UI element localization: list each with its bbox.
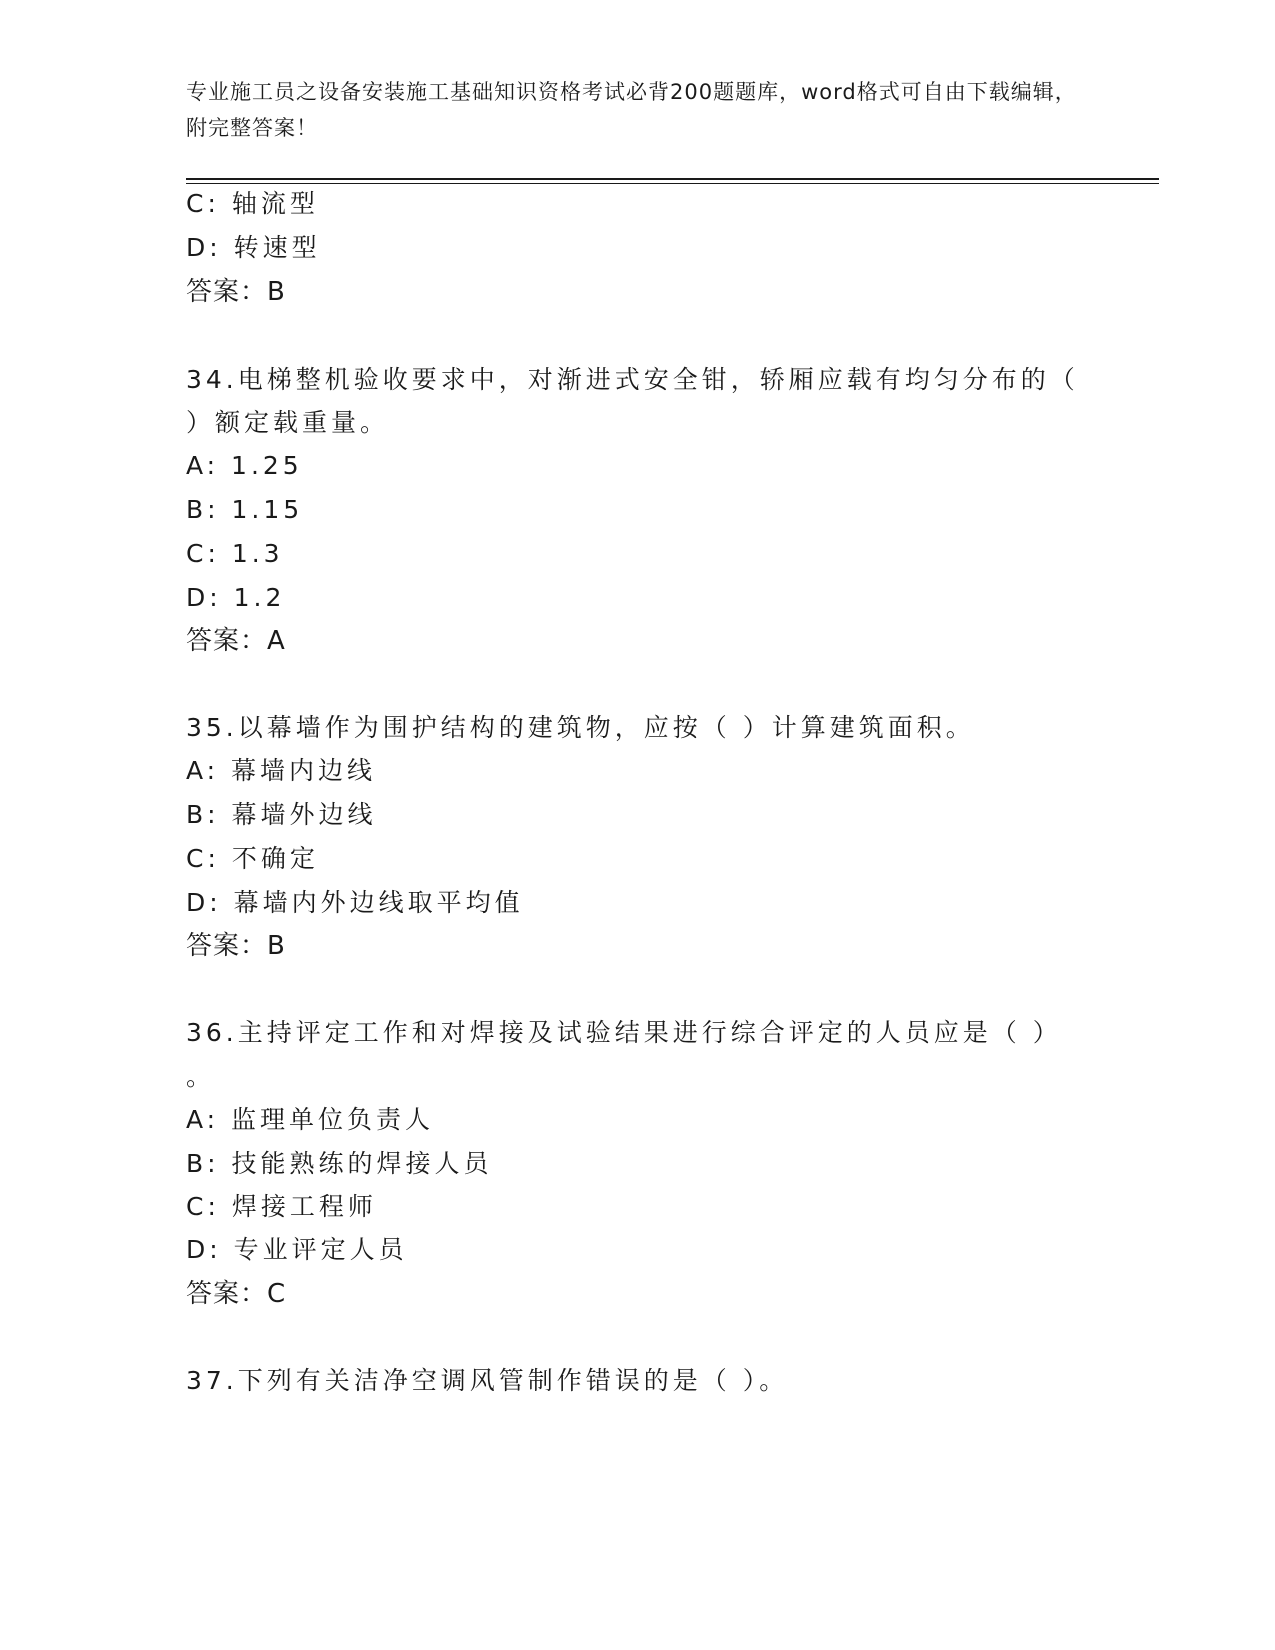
question-stem: 36.主持评定工作和对焊接及试验结果进行综合评定的人员应是（ ）: [186, 1018, 1062, 1047]
option-a: A: 1.25: [186, 451, 303, 480]
option-c: C: 1.3: [186, 539, 284, 568]
question-stem: 34.电梯整机验收要求中，对渐进式安全钳，轿厢应载有均匀分布的（: [186, 365, 1079, 394]
option-d: D: 1.2: [186, 583, 286, 612]
option-a: A: 幕墙内边线: [186, 756, 377, 785]
header-divider-thin: [186, 183, 1159, 184]
question-stem: 37.下列有关洁净空调风管制作错误的是（ ）。: [186, 1366, 789, 1395]
document-header: 专业施工员之设备安装施工基础知识资格考试必背200题题库，word格式可自由下载编辑，附完整答案！: [186, 80, 1077, 140]
answer-line: 答案：A: [186, 626, 286, 656]
option-d: D: 幕墙内外边线取平均值: [186, 888, 524, 917]
option-d: D: 专业评定人员: [186, 1235, 408, 1264]
question-stem: 35.以幕墙作为围护结构的建筑物，应按（ ）计算建筑面积。: [186, 713, 975, 742]
question-stem-continued: ）额定载重量。: [186, 408, 390, 437]
option-c: C: 不确定: [186, 844, 319, 873]
answer-line: 答案：B: [186, 277, 286, 307]
header-divider-thick: [186, 178, 1159, 180]
answer-line: 答案：C: [186, 1279, 287, 1309]
option-c: C: 轴流型: [186, 189, 319, 218]
option-a: A: 监理单位负责人: [186, 1105, 435, 1134]
option-b: B: 技能熟练的焊接人员: [186, 1149, 493, 1178]
option-d: D: 转速型: [186, 233, 321, 262]
answer-line: 答案：B: [186, 931, 286, 961]
question-stem-continued: 。: [186, 1062, 216, 1091]
option-b: B: 幕墙外边线: [186, 800, 377, 829]
option-b: B: 1.15: [186, 495, 304, 524]
option-c: C: 焊接工程师: [186, 1192, 377, 1221]
